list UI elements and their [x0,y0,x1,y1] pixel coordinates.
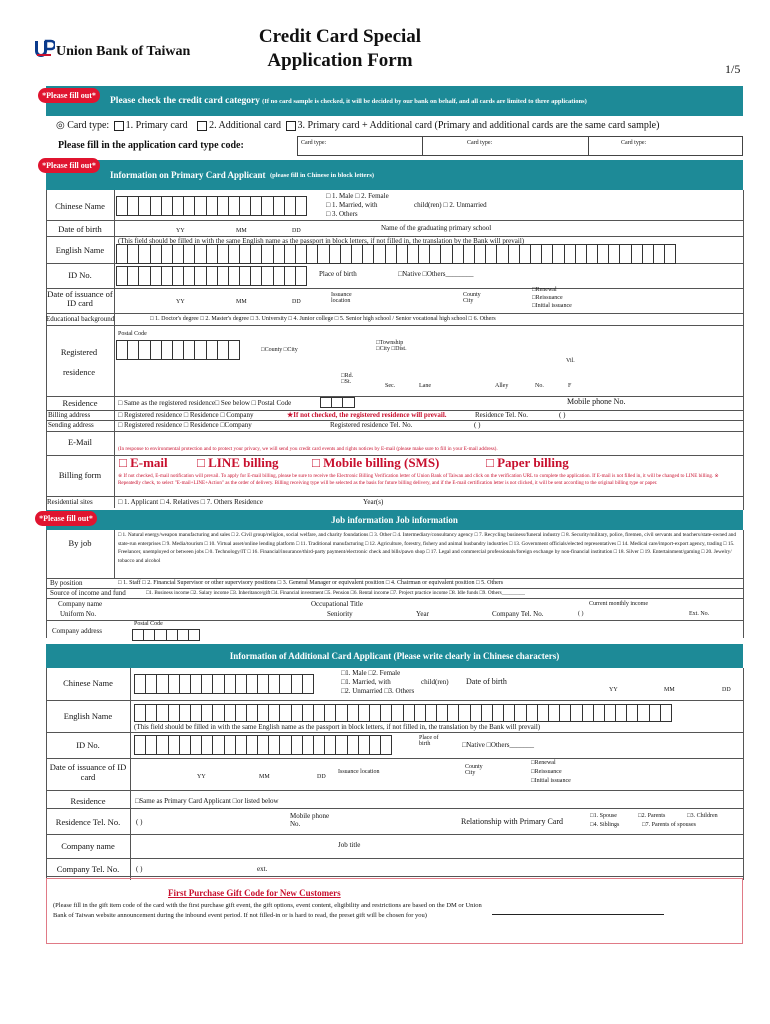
add-dob-dd[interactable]: DD [722,687,731,693]
email-note: (In response to environmental protection and to protect your privacy, we will send you credit card events and rights notices by E-mail (please make sure to fill in your E-mail address). [118,446,498,452]
form-title-line1: Credit Card Special [258,26,422,47]
card-type-3-label: 3. Primary card + Additional card (Primary and additional cards are the same card sample) [297,120,660,131]
sending-addr-options[interactable]: □ Registered residence □ Residence □Company [118,421,252,429]
others-option[interactable]: □ 3. Others [326,210,358,218]
add-job-title-label: Job title [338,841,361,849]
reg-fl: F [568,383,572,389]
company-tel-paren[interactable]: ( ) [578,611,584,617]
card-code-label: Please fill in the application card type code: [58,140,244,151]
mobile-label: Mobile phone No. [567,397,626,406]
chinese-name-boxes[interactable] [117,196,307,216]
billing-line-option[interactable]: □ LINE billing [197,455,279,470]
initial-option[interactable]: □Initial issuance [532,303,572,309]
gift-note: (Please fill in the gift item code of the card with the first purchase gift event, the gift options, event content, eligibility and restrictions are based on the DM or Union Bank of Taiwan website announcement during the inbound event period. If not filled-in or is hard to read, the preset gift will be chosen for you) [53,902,482,919]
add-residence-options[interactable]: □Same as Primary Card Applicant □or listed below [135,797,279,805]
add-reissuance[interactable]: □Reissuance [531,769,562,775]
add-company-tel-paren[interactable]: ( ) [136,865,143,873]
reg-alley: Alley [495,383,509,389]
reissuance-option[interactable]: □Reissuance [532,295,563,301]
add-res-tel-label: Residence Tel. No. [55,817,121,827]
by-job-label: By job [68,538,92,548]
native-options[interactable]: □Native □Others________ [398,270,474,278]
married-option[interactable]: □ 1. Married, with [326,201,378,209]
reg-rd[interactable]: □Rd. □St. [341,373,354,385]
add-county[interactable]: County City [465,764,483,776]
add-gender[interactable]: □1. Male □2. Female [341,669,401,677]
reg-tel-paren[interactable]: ( ) [474,421,481,429]
add-issuance-yy[interactable]: YY [197,774,206,780]
add-place-birth: Place of birth [419,735,439,747]
issuance-county[interactable]: County City [463,292,481,304]
add-res-tel-paren[interactable]: ( ) [136,818,143,826]
education-options[interactable]: □ 1. Doctor's degree □ 2. Master's degree □ 3. University □ 4. Junior college □ 5. Senior high school / Senior vocational high school □ 6. Others [150,316,496,322]
income-label: Current monthly income [589,601,648,607]
page-number: 1/5 [725,62,741,76]
card-code-box-1[interactable]: Card type: [298,137,423,155]
bank-name: Union Bank of Taiwan [56,44,191,59]
dob-label: Date of birth [58,224,102,234]
add-id-boxes[interactable] [135,735,392,755]
add-rel-3[interactable]: □3. Children [687,813,718,819]
id-no-boxes[interactable] [117,266,307,286]
add-rel-1[interactable]: □1. Spouse [590,813,617,819]
company-addr-label: Company address [52,627,102,635]
occ-title-label: Occupational Title [311,600,363,608]
company-postal: Postal Code [134,621,163,627]
uniform-label: Uniform No. [60,610,97,618]
gift-heading: First Purchase Gift Code for New Customers [168,888,341,898]
form-title-line2: Application Form [267,50,413,71]
card-type-label: ◎ Card type: [56,120,110,131]
reg-lane: Lane [419,383,431,389]
year-label: Year [416,610,429,618]
job-heading: Job information Job information [331,515,458,525]
add-mobile-label: Mobile phone No. [290,812,330,828]
english-name-boxes[interactable] [117,244,676,264]
ext-label: Ext. No. [689,611,710,617]
reg-postal-boxes[interactable] [117,340,240,360]
registered-label: Registered residence [60,347,98,377]
primary-heading: Information on Primary Card Applicant [110,170,266,180]
add-issuance-mm[interactable]: MM [259,774,270,780]
add-english-name-boxes[interactable] [135,704,672,722]
add-native[interactable]: □Native □Others_______ [462,741,535,749]
card-type-2-label: 2. Additional card [209,120,282,131]
years-label: Year(s) [363,498,384,506]
card-type-2-checkbox[interactable] [197,121,207,131]
add-company-name-label: Company name [61,841,115,851]
residence-label: Residence [62,398,98,408]
reg-tel-label: Registered residence Tel. No. [330,421,413,429]
category-heading: Please check the credit card category [110,96,260,106]
primary-bar [46,160,743,190]
residence-options[interactable]: □ Same as the registered residence□ See below □ Postal Code [118,399,292,407]
issuance-location[interactable]: Issuance location [331,292,352,304]
please-fill-badge-1: *Please fill out* [38,88,100,103]
issuance-yy[interactable]: YY [176,299,185,305]
bank-logo [33,39,55,61]
add-issuance-dd[interactable]: DD [317,774,326,780]
card-type-1-label: 1. Primary card [125,120,188,131]
english-note: (This field should be filled in with the same English name as the passport in block letters, if not filled in, the translation by the Bank will prevail) [118,237,525,245]
card-code-box-2[interactable]: Card type: [423,137,589,155]
reg-sec: Sec. [385,383,396,389]
additional-heading: Information of Additional Card Applicant (Please write clearly in Chinese characters) [229,651,560,661]
billing-addr-options[interactable]: □ Registered residence □ Residence □ Company [118,411,254,419]
reg-vil: Vil. [566,358,575,364]
issuance-mm[interactable]: MM [236,299,247,305]
place-birth-label: Place of birth [319,270,357,278]
res-postal-boxes[interactable] [321,397,355,408]
res-sites-label: Residential sites [47,498,93,506]
position-options[interactable]: □ 1. Staff □ 2. Financial Supervisor or other supervisory positions □ 3. General Manager or equivalent position □ 4. Chairman or equivalent position □ 5. Others [118,580,504,586]
add-issuance-label: Date of issuance of ID card [49,762,127,782]
company-postal-boxes[interactable] [133,629,200,641]
gender-options[interactable]: □ 1. Male □ 2. Female [326,192,389,200]
job-options[interactable]: □ 1. Natural energy/weapon manufacturing and sales □ 2. Civil group/religion, social welfare, and charity foundations □ 3. Other □ 4. Intermediary/consultancy agency □ 7. Recycling business/funeral industry □ 8. Security/military, police, firemen, civil servants and teachers/state-owned and state-run enterprises □ 9. Media/tourism □ 10. Virtual asset/online lending platform □ 11. Traditional manufacturing □ 12. Agriculture, forestry, fishery and animal husbandry industries □ 13. Government officials/elected representatives □ 14. Medical care/import-export agency, trading □ 15. Freelancer, unemployed or between jobs □ 0. Technology/IT □ 16. Financial/insurance/third-party payment/electronic check and bills/pawn shop □ 17. Legal and commercial professionals/foreign exchange by non-financial institution □ 18. Silver □ 19. Entertainment/gaming □ 20. Jewelry/ tobacco and alcohol [118,532,737,564]
add-rel-4[interactable]: □4. Siblings [590,822,620,828]
category-bar [46,86,743,116]
billing-addr-label: Billing address [48,411,91,419]
children-option[interactable]: child(ren) □ 2. Unmarried [414,201,487,209]
seniority-label: Seniority [327,610,353,618]
renewal-option[interactable]: □Renewal [532,287,557,293]
add-residence-label: Residence [70,796,106,806]
company-tel-label: Company Tel. No. [492,610,544,618]
job-bar [46,510,743,530]
add-dob-yy[interactable]: YY [609,687,618,693]
add-english-name-label: English Name [63,711,113,721]
add-ext-label: ext. [257,865,268,873]
add-company-tel-label: Company Tel. No. [56,864,120,874]
card-code-box-3[interactable]: Card type: [621,140,647,146]
add-unmarried[interactable]: □2. Unmarried □3. Others [341,687,415,695]
chinese-name-label: Chinese Name [55,201,105,211]
add-dob-mm[interactable]: MM [664,687,675,693]
billing-form-note: ※ If not checked, E-mail notification will prevail. To apply for E-mail billing, please be sure to receive the Electronic Billing Verification letter of Union Bank of Taiwan and click on the verification URL to complete the application. If E-mail is not filled in, it will be changed to LINE billing. ※ Repeatedly check, to select "E-mail+LINE+Action" as the order of delivery. Billing receiving type will be selected as the basis for future billing delivery, and if the E-mail certification letter is not clicked, it will be sent according to the original billing type or paper. [118,473,719,486]
add-issuance-loc[interactable]: Issuance location [338,769,380,775]
add-id-label: ID No. [76,740,100,750]
add-english-note: (This field should be filled in with the same English name as the passport in block letters, if not filled in, the translation by the Bank will prevail) [134,723,541,731]
add-married[interactable]: □1. Married, with [341,678,391,686]
issuance-label: Date of issuance of ID card [47,289,113,308]
income-src-label: Source of income and fund [50,589,126,597]
add-chinese-name-boxes[interactable] [135,674,314,694]
res-sites-options[interactable]: □ 1. Applicant □ 4. Relatives □ 7. Others Residence [118,498,263,506]
billing-sms-option[interactable]: □ Mobile billing (SMS) [312,455,440,470]
add-chinese-name-label: Chinese Name [63,678,113,688]
dob-mm[interactable]: MM [236,228,247,234]
billing-form-label: Billing form [58,470,102,480]
card-code-boxes [297,136,743,156]
by-position-label: By position [50,579,83,587]
issuance-dd[interactable]: DD [292,299,301,305]
id-no-label: ID No. [68,270,92,280]
add-dob-label: Date of birth [466,677,507,686]
please-fill-badge-3: *Please fill out* [35,511,97,526]
add-initial[interactable]: □Initial issuance [531,778,571,784]
sending-addr-label: Sending address [48,421,94,429]
gift-code-line[interactable] [492,914,664,915]
dob-dd[interactable]: DD [292,228,301,234]
additional-bar [46,644,743,668]
please-fill-badge-2: *Please fill out* [38,158,100,173]
reg-postal: Postal Code [118,331,147,337]
add-rel-5[interactable]: □7. Parents of spouses [642,822,696,828]
reg-township[interactable]: □Township □City □Dist. [376,340,407,352]
education-label: Educational background [46,315,115,323]
email-label: E-Mail [67,437,93,447]
company-name-label: Company name [58,600,103,608]
dob-yy[interactable]: YY [176,228,185,234]
card-type-3-checkbox[interactable] [286,121,296,131]
billing-email-option[interactable]: □ E-mail [119,455,168,470]
res-tel-paren[interactable]: ( ) [559,411,566,419]
school-label: Name of the graduating primary school [381,224,492,232]
billing-paper-option[interactable]: □ Paper billing [486,455,569,470]
res-tel-label: Residence Tel. No. [475,411,529,419]
add-renewal[interactable]: □Renewal [531,760,556,766]
billing-warning: ★If not checked, the registered residence will prevail. [287,411,447,419]
add-relationship-label: Relationship with Primary Card [461,817,563,826]
reg-no: No. [535,383,544,389]
add-rel-2[interactable]: □2. Parents [638,813,666,819]
add-children[interactable]: child(ren) [421,678,449,686]
card-type-1-checkbox[interactable] [114,121,124,131]
reg-county[interactable]: □County □City [261,347,298,353]
income-options[interactable]: □1. Business income □2. Salary income □3. Inheritance/gift □4. Financial investment □5. Pension □6. Rental income □7. Project practice income □8. Idle funds □9. Others_________ [146,590,525,596]
english-name-label: English Name [55,245,105,255]
category-note: (If no card sample is checked, it will be decided by our bank on behalf, and all cards are limited to three applications) [262,97,587,105]
primary-note: (please fill in Chinese in block letters) [270,171,375,179]
card-type-line [56,120,659,131]
